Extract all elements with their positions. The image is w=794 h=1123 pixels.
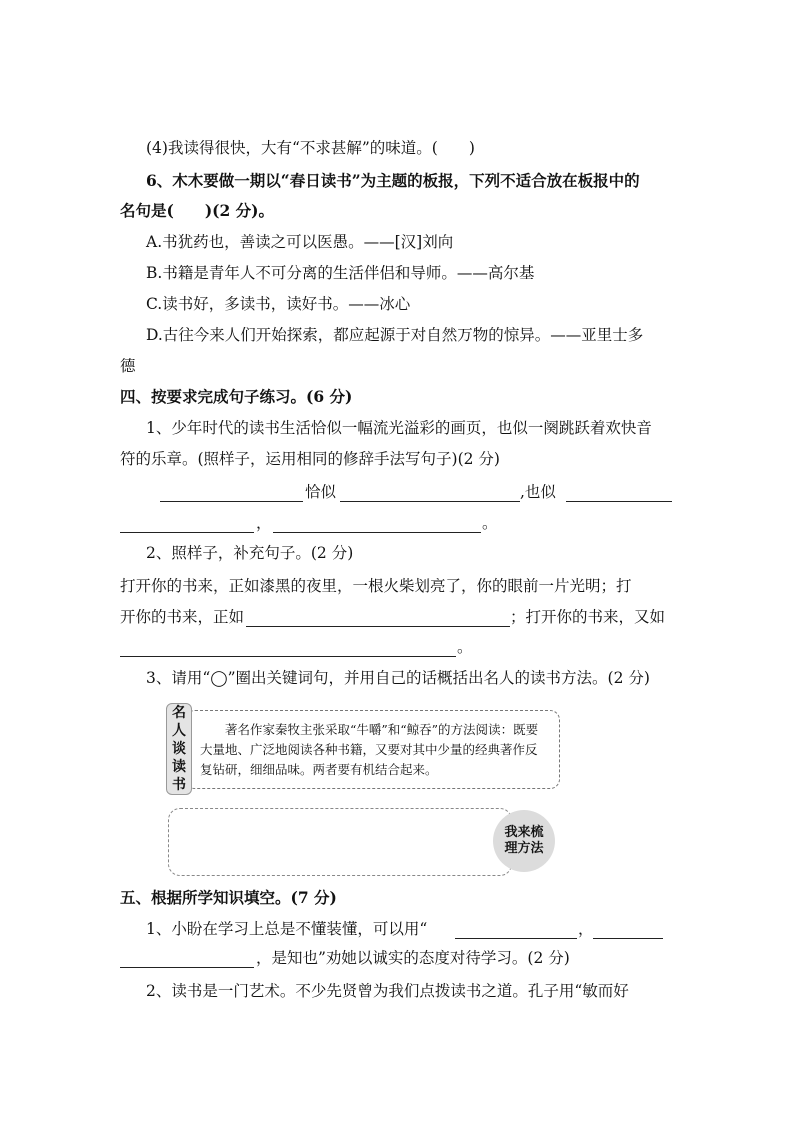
answer-blank-3[interactable]: [566, 500, 672, 502]
answer-box[interactable]: [168, 808, 512, 876]
tab-char: 谈: [172, 741, 186, 757]
option-c: C.读书好，多读书，读好书。——冰心: [146, 295, 411, 313]
tab-char: 读: [172, 759, 186, 775]
badge-line-2: 理方法: [504, 841, 544, 856]
answer-blank-9[interactable]: [593, 937, 663, 939]
s4-q1-text: 1、少年时代的读书生活恰似一幅流光溢彩的画页，也似一阕跳跃着欢快音: [146, 419, 652, 437]
badge-line-1: 我来梳: [504, 825, 544, 840]
answer-blank-6[interactable]: [246, 625, 510, 627]
quote-box: [185, 710, 560, 789]
yesi-text: ,也似: [520, 483, 556, 501]
answer-blank-7[interactable]: [120, 655, 456, 657]
tab-char: 人: [172, 723, 186, 739]
answer-blank-1[interactable]: [160, 500, 303, 502]
s5-q2-text: 2、读书是一门艺术。不少先贤曾为我们点拨读书之道。孔子用“敏而好: [146, 982, 629, 1000]
section-5-heading: 五、根据所学知识填空。(7 分): [120, 888, 337, 907]
answer-blank-10[interactable]: [120, 966, 254, 968]
tab-char: 书: [172, 777, 186, 793]
option-d-cont: 德: [120, 357, 136, 375]
s5-q1-text-c: ，是知也”劝她以诚实的态度对待学习。(2 分): [256, 949, 570, 967]
s4-q1-text-cont: 符的乐章。(照样子，运用相同的修辞手法写句子)(2 分): [120, 450, 500, 468]
section-4-heading: 四、按要求完成句子练习。(6 分): [120, 387, 353, 406]
tab-char: 名: [172, 705, 186, 721]
option-a: A.书犹药也，善读之可以医愚。——[汉]刘向: [146, 233, 454, 251]
question-6-stem-cont: 名句是( )(2 分)。: [120, 201, 275, 220]
s4-q2-text: 2、照样子，补充句子。(2 分): [146, 544, 354, 562]
s4-q2-end: 。: [457, 638, 473, 656]
s5-q1-text-b: ，: [578, 920, 594, 938]
comma-text: ，: [256, 514, 272, 532]
q4-item-4: (4)我读得很快，大有“不求甚解”的味道。( ): [146, 139, 475, 157]
method-badge: [493, 810, 555, 872]
s4-q2-prompt-b: ；打开你的书来，又如: [510, 608, 666, 626]
s5-q1-text-a: 1、小盼在学习上总是不懂装懂，可以用“: [146, 920, 428, 938]
answer-blank-8[interactable]: [455, 937, 577, 939]
s4-q2-example: 打开你的书来，正如漆黑的夜里，一根火柴划亮了，你的眼前一片光明；打: [120, 577, 632, 595]
s4-q2-prompt-a: 开你的书来，正如: [120, 608, 245, 626]
quote-text: 著名作家秦牧主张采取“牛嚼”和“鲸吞”的方法阅读：既要大量地、广泛地阅读各种书籍，又要对其中少量的经典著作反复钻研，细细品味。两者要有机结合起来。: [200, 722, 539, 777]
question-6-stem: 6、木木要做一期以“春日读书”为主题的板报，下列不适合放在板报中的: [146, 171, 640, 190]
option-d: D.古往今来人们开始探索，都应起源于对自然万物的惊异。——亚里士多: [146, 326, 644, 344]
s4-q3-text: 3、请用“◯”圈出关键词句，并用自己的话概括出名人的读书方法。(2 分): [146, 669, 650, 687]
answer-blank-4[interactable]: [120, 531, 254, 533]
famous-people-tab: [166, 703, 192, 795]
answer-blank-5[interactable]: [273, 531, 481, 533]
answer-blank-2[interactable]: [340, 500, 520, 502]
qiasi-text: 恰似: [305, 483, 337, 501]
period-text: 。: [482, 514, 498, 532]
option-b: B.书籍是青年人不可分离的生活伴侣和导师。——高尔基: [146, 264, 535, 282]
